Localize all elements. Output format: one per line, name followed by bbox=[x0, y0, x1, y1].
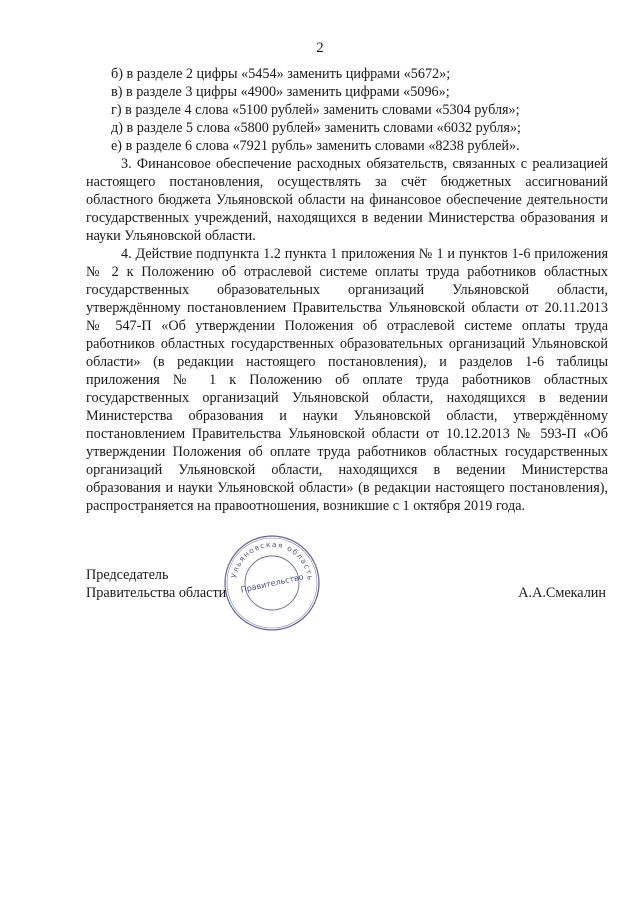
signatory-title-line-2: Правительства области bbox=[86, 585, 227, 601]
list-item-v: в) в разделе 3 цифры «4900» заменить цифрами «5096»; bbox=[111, 84, 450, 100]
signatory-name: А.А.Смекалин bbox=[518, 585, 606, 601]
document-body bbox=[86, 65, 608, 515]
list-item-d: д) в разделе 5 слова «5800 рублей» заменить словами «6032 рубля»; bbox=[111, 120, 521, 136]
list-item-b: б) в разделе 2 цифры «5454» заменить цифрами «5672»; bbox=[111, 66, 451, 82]
list-item-g: г) в разделе 4 слова «5100 рублей» заменить словами «5304 рубля»; bbox=[111, 102, 520, 118]
paragraph-3: 3. Финансовое обеспечение расходных обязательств, связанных с реализацией настоящего постановления, осуществлять за счёт бюджетных ассигнований областного бюджета Ульяновской области на финансовое обеспечение деятельности государственных учреждений, находящихся в ведении Министерства образования и науки Ульяновской области. bbox=[86, 156, 608, 244]
seal-graphic bbox=[222, 533, 322, 633]
list-item-e: е) в разделе 6 слова «7921 рубль» заменить словами «8238 рублей». bbox=[111, 138, 520, 154]
signatory-title-line-1: Председатель bbox=[86, 567, 169, 583]
official-seal-stamp bbox=[222, 533, 322, 633]
svg-text:Ульяновская область: Ульяновская область bbox=[229, 539, 316, 582]
svg-text:Правительство: Правительство bbox=[239, 572, 305, 595]
page-number: 2 bbox=[316, 40, 324, 56]
paragraph-4: 4. Действие подпункта 1.2 пункта 1 приложения № 1 и пунктов 1-6 приложения № 2 к Положению об отраслевой системе оплаты труда работников областных государственных образовательных организаций Ульяновской области, утверждённому постановлением Правительства Ульяновской области от 20.11.2013 № 547-П «Об утверждении Положения об отраслевой системе оплаты труда работников областных государственных образовательных организаций Ульяновской области» (в редакции настоящего постановления), и разделов 1-6 таблицы приложения № 1 к Положению об оплате труда работников областных государственных организаций Ульяновской области, находящихся в ведении Министерства образования и науки Ульяновской области, утверждённому постановлением Правительства Ульяновской области от 10.12.2013 № 593-П «Об утверждении Положения об оплате труда работников областных государственных организаций Ульяновской области, находящихся в ведении Министерства образования и науки Ульяновской области» (в редакции настоящего постановления), распространяется на правоотношения, возникшие с 1 октября 2019 года. bbox=[86, 246, 608, 514]
